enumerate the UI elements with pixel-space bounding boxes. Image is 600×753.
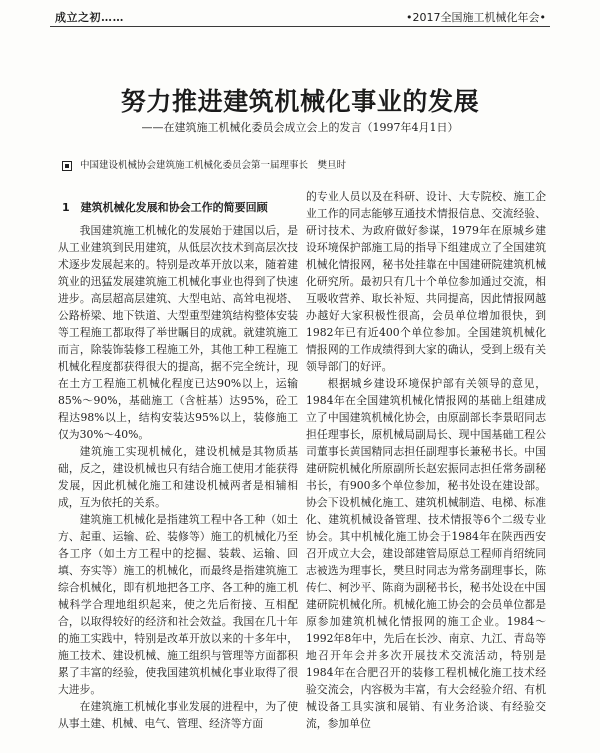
paragraph: 建筑施工实现机械化，建设机械是其物质基础，反之，建设机械也只有结合施工使用才能获得发展，因此机械化施工和建设机械两者是相辅相成，互为依托的关系。 [58, 445, 298, 509]
running-section-title: 成立之初…… [55, 11, 124, 24]
paragraph: 建筑施工机械化是指建筑工程中各工种（如土方、起重、运输、砼、装修等）施工的机械化乃至各工序（如土方工程中的挖掘、装载、运输、回填、夯实等）施工的机械化，而最终是指建筑施工综合机械化，即有机地把各工序、各工种的施工机械科学合理地组织起来，使之先后衔接、互相配合，以取得较好的经济和社会效益。我国在几十年的施工实践中，特别是改革开放以来的十多年中，施工技术、建设机械、施工组织与管理等方面都积累了丰富的经验，使我国建筑机械化事业取得了很大进步。 [58, 513, 298, 696]
header-rule [50, 26, 550, 27]
left-column [58, 222, 298, 750]
paragraph: 我国建筑施工机械化的发展始于建国以后，是从工业建筑到民用建筑，从低层次技术到高层次技术逐步发展起来的。特别是改革开放以来，随着建筑业的迅猛发展建筑施工机械化事业也得到了快速进步。高层超高层建筑、大型电站、高耸电视塔、公路桥梁、地下铁道、大型重型建筑结构整体安装等工程施工都取得了举世瞩目的成就。就建筑施工而言，除装饰装修工程施工外，其他工种工程施工机械化程度都获得很大的提高，据不完全统计，现在土方工程施工机械化程度已达90%以上，运输85%～90%，基础施工（含桩基）达95%，砼工程达98%以上，结构安装达95%以上，装修施工仅为30%～40%。 [58, 224, 298, 441]
paragraph: 在建筑施工机械化事业发展的进程中，为了使从事土建、机械、电气、管理、经济等方面 [58, 700, 298, 730]
right-column [306, 188, 546, 750]
author-marker-icon [62, 161, 72, 171]
paragraph-continued: 的专业人员以及在科研、设计、大专院校、施工企业工作的同志能够互通技术情报信息、交流经验、研讨技术、为政府做好参谋，1979年在原城乡建设环境保护部施工局的指导下组建成立了全国建筑机械化情报网，秘书处挂靠在中国建研院建筑机械化研究所。最初只有几十个单位参加通过交流，相互吸收营养、取长补短、共同提高，因此情报网越办越好大家积极性很高，会员单位增加很快，到1982年已有近400个单位参加。全国建筑机械化情报网的工作成绩得到大家的确认，受到上级有关领导部门的好评。 [306, 190, 546, 373]
article-title: 努力推进建筑机械化事业的发展 [120, 87, 480, 116]
byline: 中国建设机械协会建筑施工机械化委员会第一届理事长 樊旦时 [80, 160, 347, 171]
byline-row [62, 160, 542, 172]
article-subtitle: ——在建筑施工机械化委员会成立会上的发言（1997年4月1日） [141, 121, 459, 134]
paragraph: 根据城乡建设环境保护部有关领导的意见，1984年在全国建筑机械化情报网的基础上组建成立了中国建筑机械化协会，由原副部长李景昭同志担任理事长，原机械局副局长、现中国基础工程公司董事长黄国精同志担任副理事长兼秘书长。中国建研院机械化所原副所长赵宏振同志担任常务副秘书长，有900多个单位参加，秘书处设在建设部。协会下设机械化施工、建筑机械制造、电梯、标准化、建筑机械设备管理、技术情报等6个二级专业协会。其中机械化施工协会于1984年在陕西西安召开成立大会，建设部建管局原总工程师肖绍统同志被选为理事长，樊旦时同志为常务副理事长，陈传仁、柯沙平、陈商为副秘书长，秘书处设在中国建研院机械化所。机械化施工协会的会员单位都是原参加建筑机械化情报网的施工企业。1984～1992年8年中，先后在长沙、南京、九江、青岛等地召开年会并多次开展技术交流活动，特别是1984年在合肥召开的装修工程机械化施工技术经验交流会，内容极为丰富，有大会经验介绍、有机械设备工具实演和展销、有业务洽谈、有经验交流，参加单位 [306, 377, 546, 730]
section-heading: 1 建筑机械化发展和协会工作的简要回顾 [62, 201, 268, 214]
running-publication-title: •2017全国施工机械化年会• [406, 11, 546, 24]
